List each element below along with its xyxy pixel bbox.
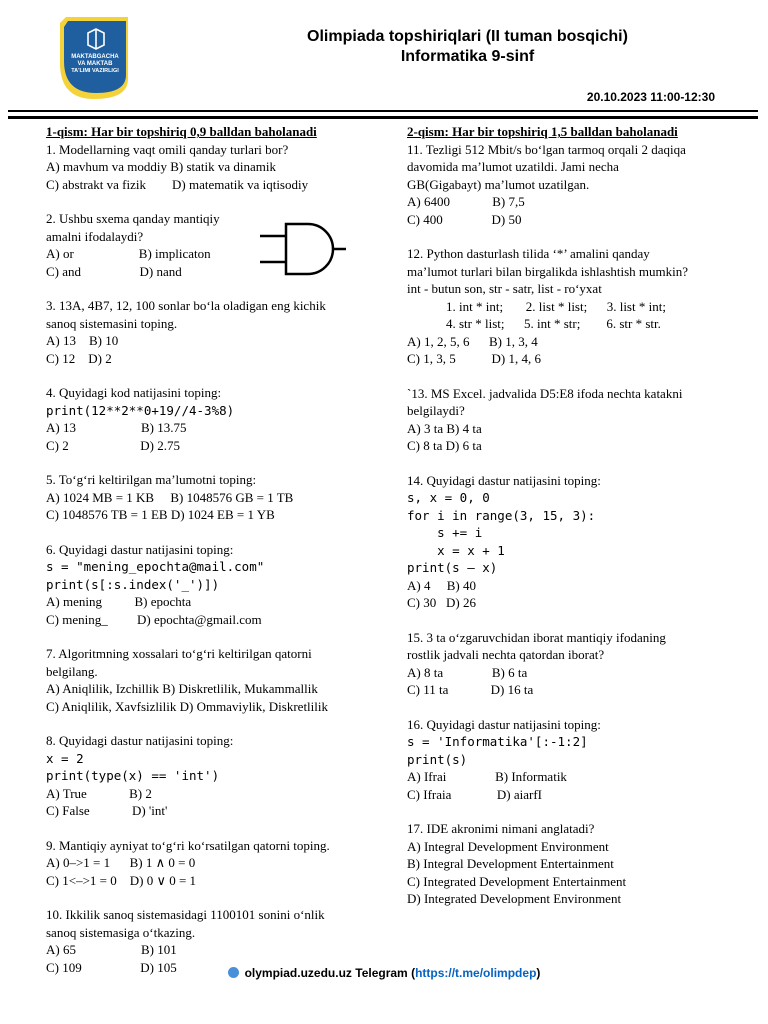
footer	[0, 966, 768, 980]
code-line: x = 2	[46, 750, 84, 766]
text-line: 8. Quyidagi dastur natijasini toping:	[46, 733, 234, 748]
logo-line-2: VA MAKTAB	[77, 61, 113, 67]
text-line: 16. Quyidagi dastur natijasini toping:	[407, 716, 601, 732]
text-line: C) 1<–>1 = 0 D) 0 ∨ 0 = 1	[46, 872, 197, 888]
text-line: davomida ma’lumot uzatildi. Jami necha	[407, 159, 619, 174]
text-line: C) Integrated Development Entertainment	[407, 873, 627, 889]
text-line: 7. Algoritmning xossalari to‘g‘ri keltirilgan qatorni	[46, 646, 312, 661]
text-line: 1. Modellarning vaqt omili qanday turlari bor?	[46, 141, 289, 157]
text-line: 1-qism: Har bir topshiriq 0,9 balldan baholanadi	[46, 124, 317, 139]
text-line: C) and D) nand	[46, 263, 182, 279]
text-line: 4. str * list; 5. int * str; 6. str * str.	[407, 316, 661, 331]
text-line: 1. int * int; 2. list * list; 3. list * int;	[407, 298, 666, 314]
text-line: A) 0–>1 = 1 B) 1 ∧ 0 = 0	[46, 855, 196, 870]
text-line: C) abstrakt va fizik D) matematik va iqtisodiy	[46, 176, 309, 192]
text-line: 10. Ikkilik sanoq sistemasidagi 1100101 sonini o‘nlik	[46, 907, 325, 922]
text-line: 5. To‘g‘ri keltirilgan ma’lumotni toping:	[46, 472, 257, 487]
exam-datetime: 20.10.2023 11:00-12:30	[586, 90, 715, 104]
text-line: C) 109 D) 105	[46, 959, 177, 975]
text-line: 9. Mantiqiy ayniyat to‘g‘ri ko‘rsatilgan qatorni toping.	[46, 837, 330, 853]
telegram-link[interactable]: https://t.me/olimpdep	[415, 966, 537, 980]
text-line: A) 8 ta B) 6 ta	[407, 664, 528, 680]
text-line: int - butun son, str - satr, list - ro‘yxat	[407, 281, 602, 296]
code-line: s = "mening_epochta@mail.com"	[46, 559, 265, 574]
code-line: print(s – x)	[407, 560, 498, 575]
text-line: 12. Python dasturlash tilida ‘*’ amalini qanday	[407, 246, 650, 261]
text-line: 2-qism: Har bir topshiriq 1,5 balldan baholanadi	[407, 124, 678, 139]
text-line: A) Ifrai B) Informatik	[407, 769, 567, 784]
text-line: C) Ifraia D) aiarfI	[407, 786, 542, 802]
text-line: A) Integral Development Environment	[407, 838, 609, 854]
text-line: C) 8 ta D) 6 ta	[407, 438, 482, 453]
code-line: print(s)	[407, 751, 468, 767]
header-rule	[8, 110, 758, 112]
footer-close-paren: )	[536, 966, 541, 980]
text-line: amalni ifodalaydi?	[46, 228, 144, 244]
text-line: A) 1, 2, 5, 6 B) 1, 3, 4	[407, 333, 538, 349]
globe-icon	[228, 967, 239, 978]
text-line: A) 4 B) 40	[407, 577, 476, 593]
footer-telegram-label: Telegram (	[355, 966, 416, 980]
text-line: belgilaydi?	[407, 403, 465, 418]
and-gate-diagram	[258, 220, 346, 278]
text-line: A) 6400 B) 7,5	[407, 194, 525, 209]
text-line: A) Aniqlilik, Izchillik B) Diskretlilik, Mukammallik	[46, 681, 318, 696]
page-subtitle: Informatika 9-sinf	[400, 48, 535, 65]
text-line: A) 13 B) 13.75	[46, 420, 187, 435]
text-line: C) 1, 3, 5 D) 1, 4, 6	[407, 351, 541, 366]
text-line: A) 65 B) 101	[46, 942, 177, 957]
text-line: C) 1048576 TB = 1 EB D) 1024 EB = 1 YB	[46, 507, 275, 522]
logo-line-3: TA'LIMI VAZIRLIGI	[71, 68, 119, 74]
text-line: 11. Tezligi 512 Mbit/s bo‘lgan tarmoq orqali 2 daqiqa	[407, 141, 686, 157]
text-line: 3. 13A, 4B7, 12, 100 sonlar bo‘la oladigan eng kichik	[46, 298, 326, 313]
text-line: C) 11 ta D) 16 ta	[407, 682, 534, 697]
text-line: 4. Quyidagi kod natijasini toping:	[46, 385, 222, 400]
ministry-logo	[54, 13, 134, 101]
footer-site: olympiad.uzedu.uz	[244, 966, 352, 980]
text-line: A) 3 ta B) 4 ta	[407, 420, 482, 436]
text-line: A) mavhum va moddiy B) statik va dinamik	[46, 159, 276, 174]
text-line: D) Integrated Development Environment	[407, 891, 622, 906]
text-line: A) 1024 MB = 1 KB B) 1048576 GB = 1 TB	[46, 489, 294, 505]
page-title: Olimpiada topshiriqlari (II tuman bosqichi)	[307, 28, 628, 45]
text-line: 6. Quyidagi dastur natijasini toping:	[46, 541, 234, 557]
text-line: B) Integral Development Entertainment	[407, 856, 614, 871]
text-line: 2. Ushbu sxema qanday mantiqiy	[46, 211, 220, 226]
text-line: C) 12 D) 2	[46, 350, 112, 366]
code-line: print(type(x) == 'int')	[46, 768, 220, 783]
text-line: sanoq sistemasini toping.	[46, 315, 178, 331]
text-line: GB(Gigabayt) ma’lumot uzatilgan.	[407, 176, 590, 192]
text-line: A) True B) 2	[46, 785, 152, 801]
text-line: `13. MS Excel. jadvalida D5:E8 ifoda nechta katakni	[407, 385, 683, 401]
code-line: print(12**2**0+19//4-3%8)	[46, 402, 235, 418]
code-line: for i in range(3, 15, 3):	[407, 507, 596, 523]
text-line: sanoq sistemasiga o‘tkazing.	[46, 924, 196, 940]
text-line: A) mening B) epochta	[46, 594, 192, 609]
text-line: belgilang.	[46, 663, 98, 679]
text-line: 17. IDE akronimi nimani anglatadi?	[407, 821, 595, 836]
code-line: x = x + 1	[407, 542, 505, 558]
text-line: C) mening_ D) epochta@gmail.com	[46, 611, 262, 627]
text-line: 15. 3 ta o‘zgaruvchidan iborat mantiqiy ifodaning	[407, 629, 666, 645]
text-line: C) 2 D) 2.75	[46, 437, 180, 453]
code-line: s += i	[407, 525, 483, 540]
text-line: C) Aniqlilik, Xavfsizlilik D) Ommaviylik, Diskretlilik	[46, 698, 329, 714]
text-line: C) 30 D) 26	[407, 595, 476, 610]
code-line: print(s[:s.index('_')])	[46, 576, 220, 592]
text-line: A) 13 B) 10	[46, 333, 119, 348]
code-line: s = 'Informatika'[:-1:2]	[407, 734, 588, 749]
code-line: s, x = 0, 0	[407, 490, 490, 505]
text-line: 14. Quyidagi dastur natijasini toping:	[407, 472, 601, 488]
header-rule-thick	[8, 116, 758, 119]
text-line: C) False D) 'int'	[46, 803, 168, 818]
text-line: ma’lumot turlari bilan birgalikda ishlashtish mumkin?	[407, 263, 689, 279]
logo-line-1: MAKTABGACHA	[71, 54, 119, 60]
text-line: A) or B) implicaton	[46, 246, 211, 261]
text-line: rostlik jadvali nechta qatordan iborat?	[407, 647, 605, 662]
text-line: C) 400 D) 50	[407, 211, 522, 227]
